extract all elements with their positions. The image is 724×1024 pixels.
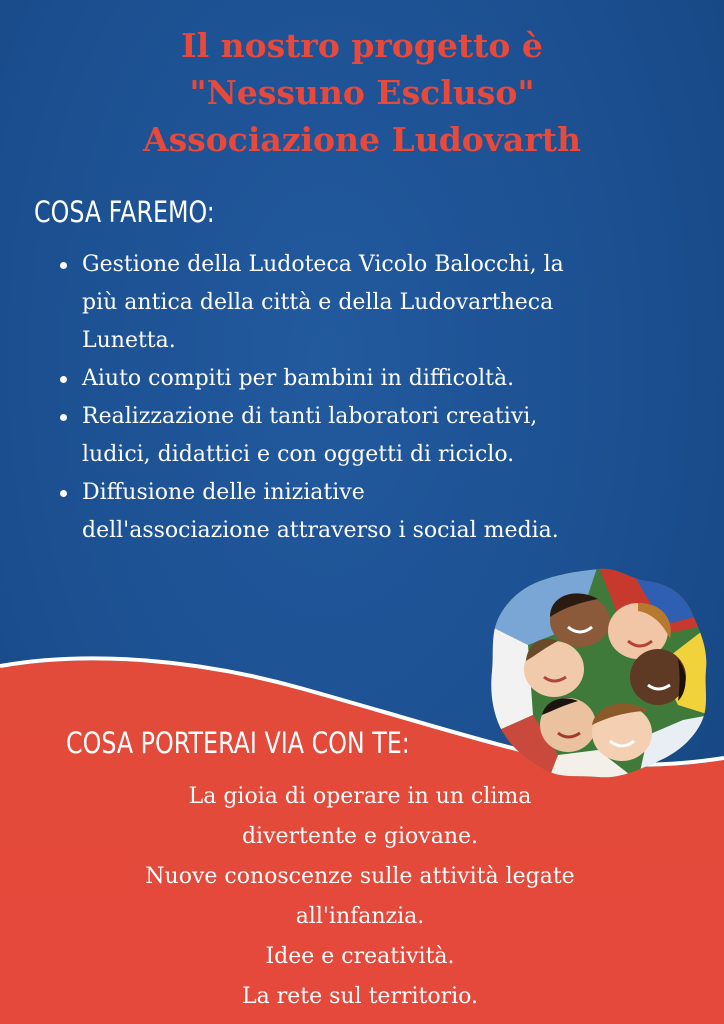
list-item-line: Realizzazione di tanti laboratori creativi, (82, 404, 538, 429)
list-item (58, 398, 708, 474)
bullet-dot-icon (60, 414, 67, 421)
outcome-line: all'infanzia. (295, 904, 425, 929)
list-item-line: dell'associazione attraverso i social media. (82, 518, 559, 543)
outcome-line: La rete sul territorio. (241, 984, 479, 1009)
title-line-3: Associazione Ludovarth (142, 120, 581, 159)
outcome-line: La gioia di operare in un clima (188, 784, 532, 809)
list-item-line: Gestione della Ludoteca Vicolo Balocchi, la (82, 252, 564, 277)
list-item-line: Aiuto compiti per bambini in difficoltà. (82, 366, 515, 391)
list-item-line: Diffusione delle iniziative (82, 480, 365, 505)
list-item-line: più antica della città e della Ludovartheca (82, 290, 554, 315)
page-title (0, 22, 724, 163)
bullet-dot-icon (60, 490, 67, 497)
cosa-porterai-heading: COSA PORTERAI VIA CON TE: (66, 726, 410, 760)
title-line-1: Il nostro progetto è (181, 26, 543, 65)
outcome-line: divertente e giovane. (241, 824, 479, 849)
children-circle-photo (488, 565, 710, 781)
list-item (58, 360, 708, 398)
list-item (58, 474, 708, 550)
bullet-dot-icon (60, 376, 67, 383)
outcomes-text (40, 777, 680, 1017)
list-item (58, 246, 708, 360)
title-line-2: "Nessuno Escluso" (189, 73, 535, 112)
outcome-line: Nuove conoscenze sulle attività legate (145, 864, 575, 889)
cosa-faremo-heading: COSA FAREMO: (34, 195, 215, 229)
list-item-line: ludici, didattici e con oggetti di riciclo. (82, 442, 515, 467)
activities-list (58, 246, 708, 550)
list-item-line: Lunetta. (82, 328, 176, 353)
bullet-dot-icon (60, 262, 67, 269)
outcome-line: Idee e creatività. (265, 944, 455, 969)
